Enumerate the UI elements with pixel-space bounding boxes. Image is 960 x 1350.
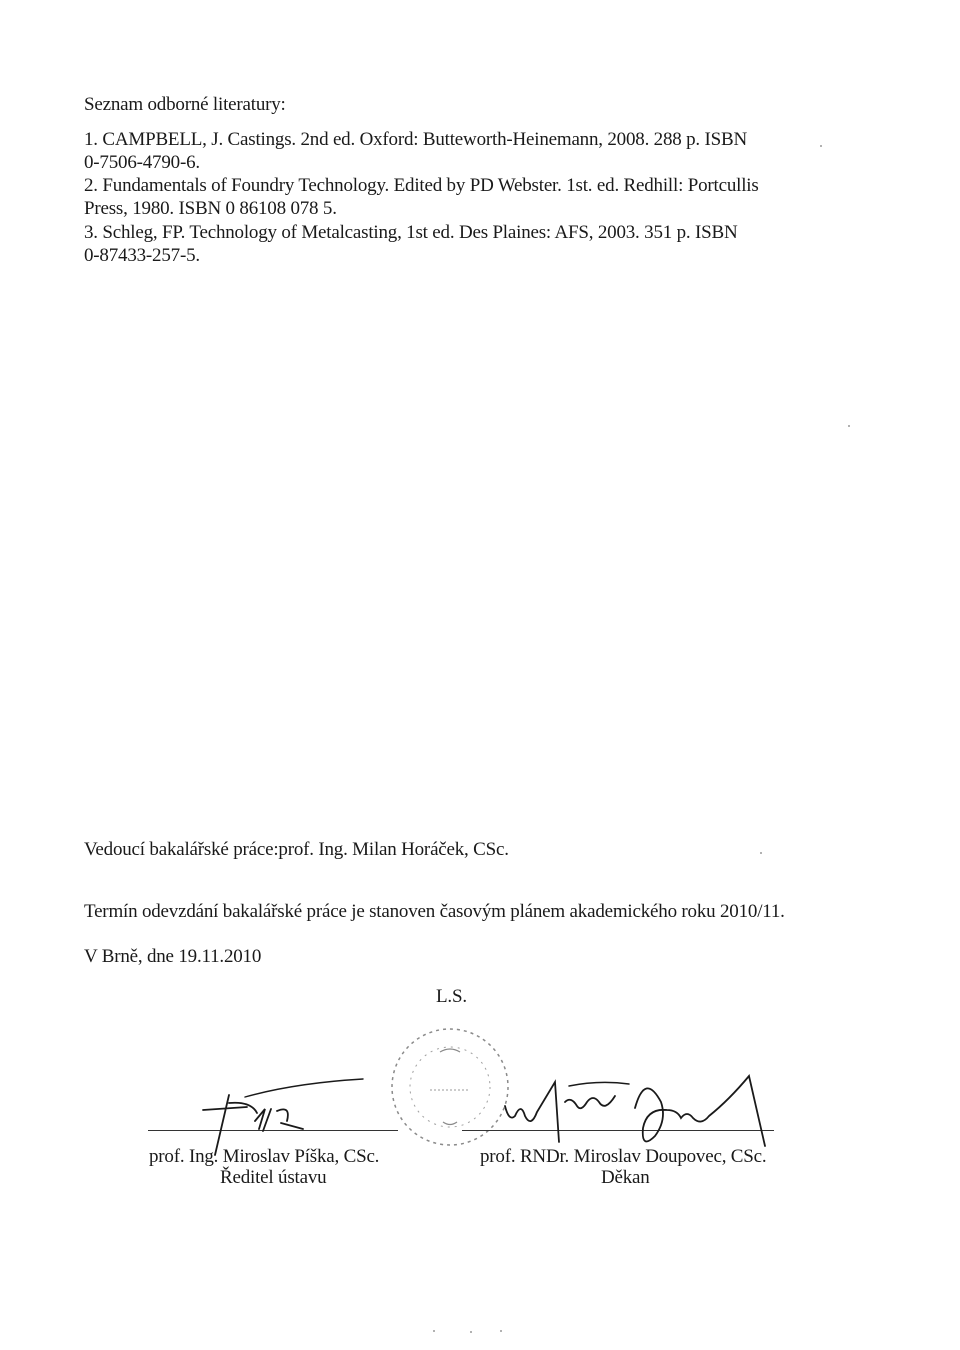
supervisor-line: Vedoucí bakalářské práce:prof. Ing. Milan Horáček, CSc. (84, 839, 509, 860)
left-signatory-role: Ředitel ústavu (220, 1167, 327, 1188)
place-date: V Brně, dne 19.11.2010 (84, 946, 262, 967)
scan-speck (848, 425, 850, 427)
left-signatory-name: prof. Ing. Miroslav Píška, CSc. (149, 1146, 380, 1167)
scan-speck (820, 145, 822, 147)
literature-item-1: 1. CAMPBELL, J. Castings. 2nd ed. Oxford: Butteworth-Heinemann, 2008. 288 p. ISBN (84, 129, 748, 150)
seal-label: L.S. (436, 986, 467, 1007)
scan-speck (500, 1330, 502, 1332)
literature-item-3: 3. Schleg, FP. Technology of Metalcasting, 1st ed. Des Plaines: AFS, 2003. 351 p. ISBN (84, 222, 738, 243)
right-signatory-role: Děkan (601, 1167, 650, 1188)
literature-item-2-cont: Press, 1980. ISBN 0 86108 078 5. (84, 198, 337, 219)
literature-item-1-cont: 0-7506-4790-6. (84, 152, 200, 173)
right-signatory-name: prof. RNDr. Miroslav Doupovec, CSc. (480, 1146, 767, 1167)
deadline-line: Termín odevzdání bakalářské práce je stanoven časovým plánem akademického roku 2010/11. (84, 901, 785, 922)
scan-speck (433, 1330, 435, 1332)
scan-speck (760, 852, 762, 854)
scan-speck (470, 1331, 472, 1333)
literature-heading: Seznam odborné literatury: (84, 94, 286, 115)
literature-item-2: 2. Fundamentals of Foundry Technology. Edited by PD Webster. 1st. ed. Redhill: Portcullis (84, 175, 759, 196)
literature-item-3-cont: 0-87433-257-5. (84, 245, 200, 266)
